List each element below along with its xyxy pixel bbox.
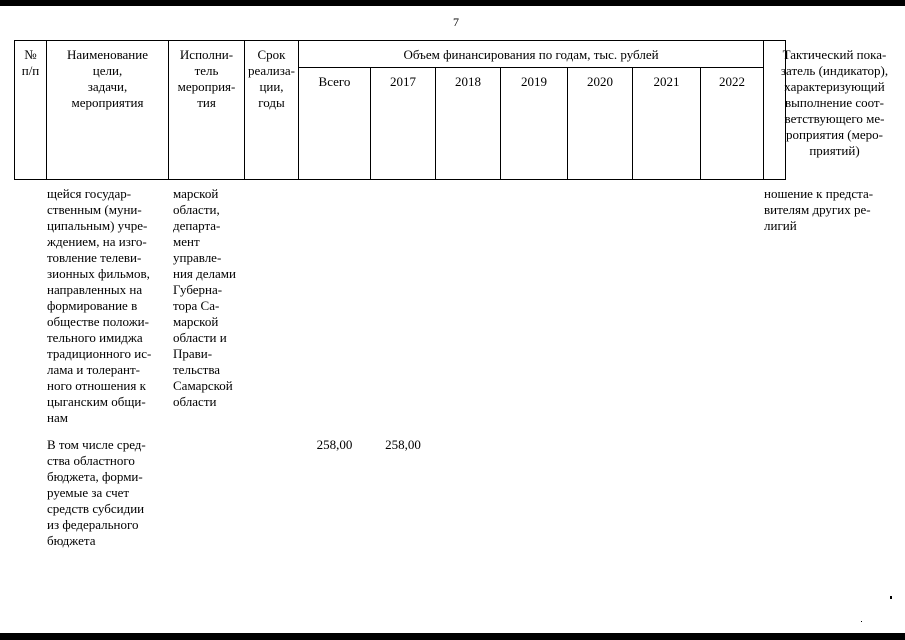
top-border bbox=[0, 0, 905, 6]
header-bottom-line bbox=[14, 179, 785, 180]
page-number: 7 bbox=[453, 15, 459, 29]
scan-speck-right bbox=[890, 596, 892, 599]
row-1-indicator: ношение к предста- вителям других ре- лигий bbox=[764, 186, 874, 233]
header-year-2017: 2017 bbox=[390, 74, 416, 89]
row-2-total: 258,00 bbox=[316, 437, 353, 452]
header-number: № п/п bbox=[21, 47, 40, 78]
scan-speck-lower bbox=[861, 621, 862, 622]
header-year-2022: 2022 bbox=[719, 74, 745, 89]
table-top-line bbox=[14, 40, 785, 41]
header-name: Наименование цели, задачи, мероприятия bbox=[67, 47, 148, 110]
header-term: Срок реализа- ции, годы bbox=[248, 47, 295, 110]
header-funding-title: Объем финансирования по годам, тыс. рублей bbox=[403, 47, 659, 62]
header-executor: Исполни- тель мероприя- тия bbox=[177, 47, 236, 110]
header-indicator: Тактический пока- затель (индикатор), характеризующий выполнение соот- ветствующего ме- роприятия (меро- приятий) bbox=[780, 47, 889, 158]
header-year-2019: 2019 bbox=[521, 74, 547, 89]
row-1-name: щейся государ- ственным (муни- ципальным) учре- ждением, на изго- товление телеви- зионных фильмов, направленных на формирование в обществе положи- тельного имиджа традиционного ис- лама и толерант- ного отношения к цыганским общи- нам bbox=[47, 186, 152, 425]
row-1-executor: марской области, дeпарта- мент управле- ния делами Губерна- тора Са- марской области и Прави- тельства Самарской области bbox=[173, 186, 236, 409]
row-2-year-2017: 258,00 bbox=[385, 437, 421, 452]
header-year-2021: 2021 bbox=[653, 74, 680, 89]
years-header-line bbox=[298, 67, 763, 68]
header-year-2018: 2018 bbox=[455, 74, 481, 89]
header-year-2020: 2020 bbox=[587, 74, 613, 89]
bottom-border bbox=[0, 633, 905, 640]
row-2-name: В том числе сред- ства областного бюджета, форми- руемые за счет средств субсидии из федерального бюджета bbox=[47, 437, 146, 548]
header-total: Всего bbox=[318, 74, 351, 89]
